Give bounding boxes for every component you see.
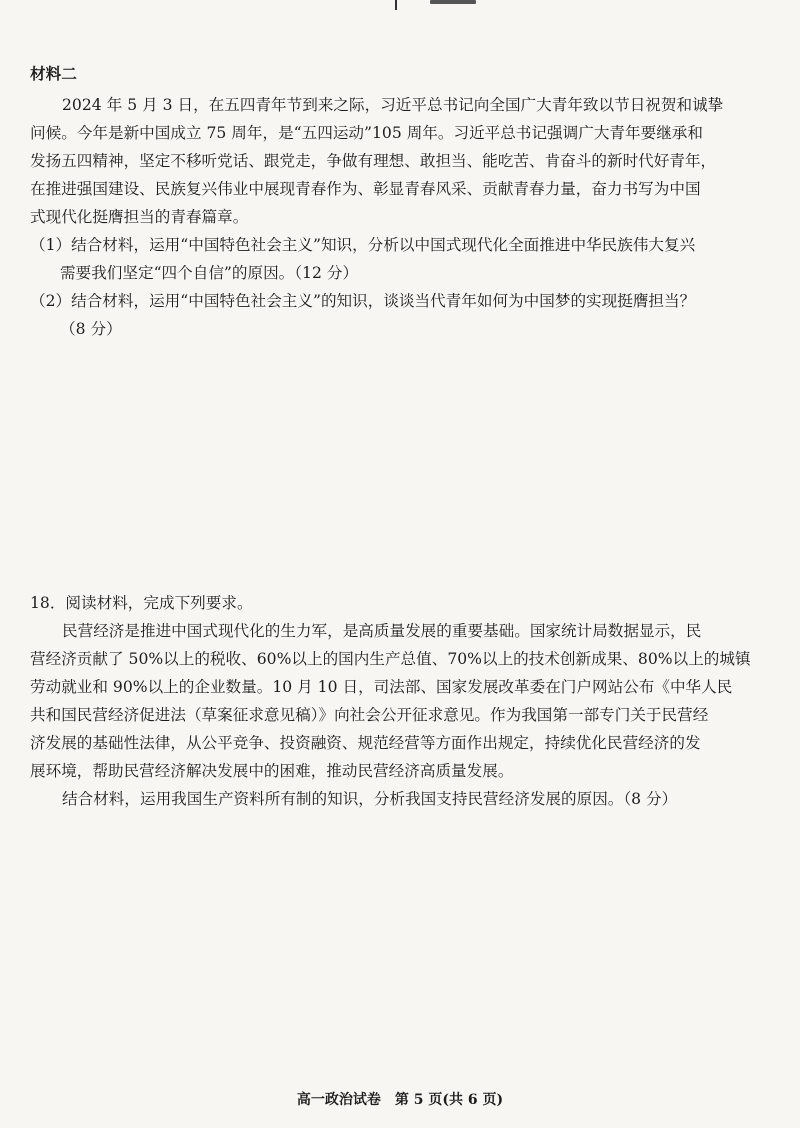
q18-material-line: 营经济贡献了 50%以上的税收、60%以上的国内生产总值、70%以上的技术创新成果、80%以上的城镇: [30, 650, 751, 668]
q18-material-line: 济发展的基础性法律，从公平竞争、投资融资、规范经营等方面作出规定，持续优化民营经济的发: [30, 734, 701, 752]
material-line: 式现代化挺膺担当的青春篇章。: [30, 208, 249, 226]
page-footer: 高一政治试卷 第 5 页(共 6 页): [296, 1092, 504, 1108]
question-2-line: （8 分）: [60, 320, 122, 338]
question-1-line: 需要我们坚定“四个自信”的原因。（12 分）: [60, 264, 359, 282]
q18-question: 结合材料，运用我国生产资料所有制的知识，分析我国支持民营经济发展的原因。（8 分）: [62, 790, 678, 808]
question-2-line: （2）结合材料，运用“中国特色社会主义”的知识，谈谈当代青年如何为中国梦的实现挺膺担当？: [30, 292, 696, 310]
q18-material-line: 民营经济是推进中国式现代化的生力军，是高质量发展的重要基础。国家统计局数据显示，民: [62, 622, 702, 640]
q18-material-line: 劳动就业和 90%以上的企业数量。10 月 10 日，司法部、国家发展改革委在门户网站公布《中华人民: [30, 678, 733, 696]
material-line: 发扬五四精神，坚定不移听党话、跟党走，争做有理想、敢担当、能吃苦、肯奋斗的新时代好青年，: [30, 152, 717, 170]
question-1-line: （1）结合材料，运用“中国特色社会主义”知识，分析以中国式现代化全面推进中华民族伟大复兴: [30, 236, 696, 254]
material-line: 问候。今年是新中国成立 75 周年，是“五四运动”105 周年。习近平总书记强调广大青年要继承和: [30, 124, 703, 142]
material-line: 在推进强国建设、民族复兴伟业中展现青春作为、彰显青春风采、贡献青春力量，奋力书写为中国: [30, 180, 701, 198]
material-heading: 材料二: [30, 64, 77, 83]
binding-mark: [395, 0, 397, 10]
q18-material-line: 展环境，帮助民营经济解决发展中的困难，推动民营经济高质量发展。: [30, 762, 514, 780]
material-line: 2024 年 5 月 3 日，在五四青年节到来之际，习近平总书记向全国广大青年致以节日祝贺和诚挚: [62, 96, 724, 114]
scan-artifact: [430, 0, 476, 4]
question-18-title: 18．阅读材料，完成下列要求。: [30, 594, 253, 612]
q18-material-line: 共和国民营经济促进法（草案征求意见稿）》向社会公开征求意见。作为我国第一部专门关于民营经: [30, 706, 709, 724]
